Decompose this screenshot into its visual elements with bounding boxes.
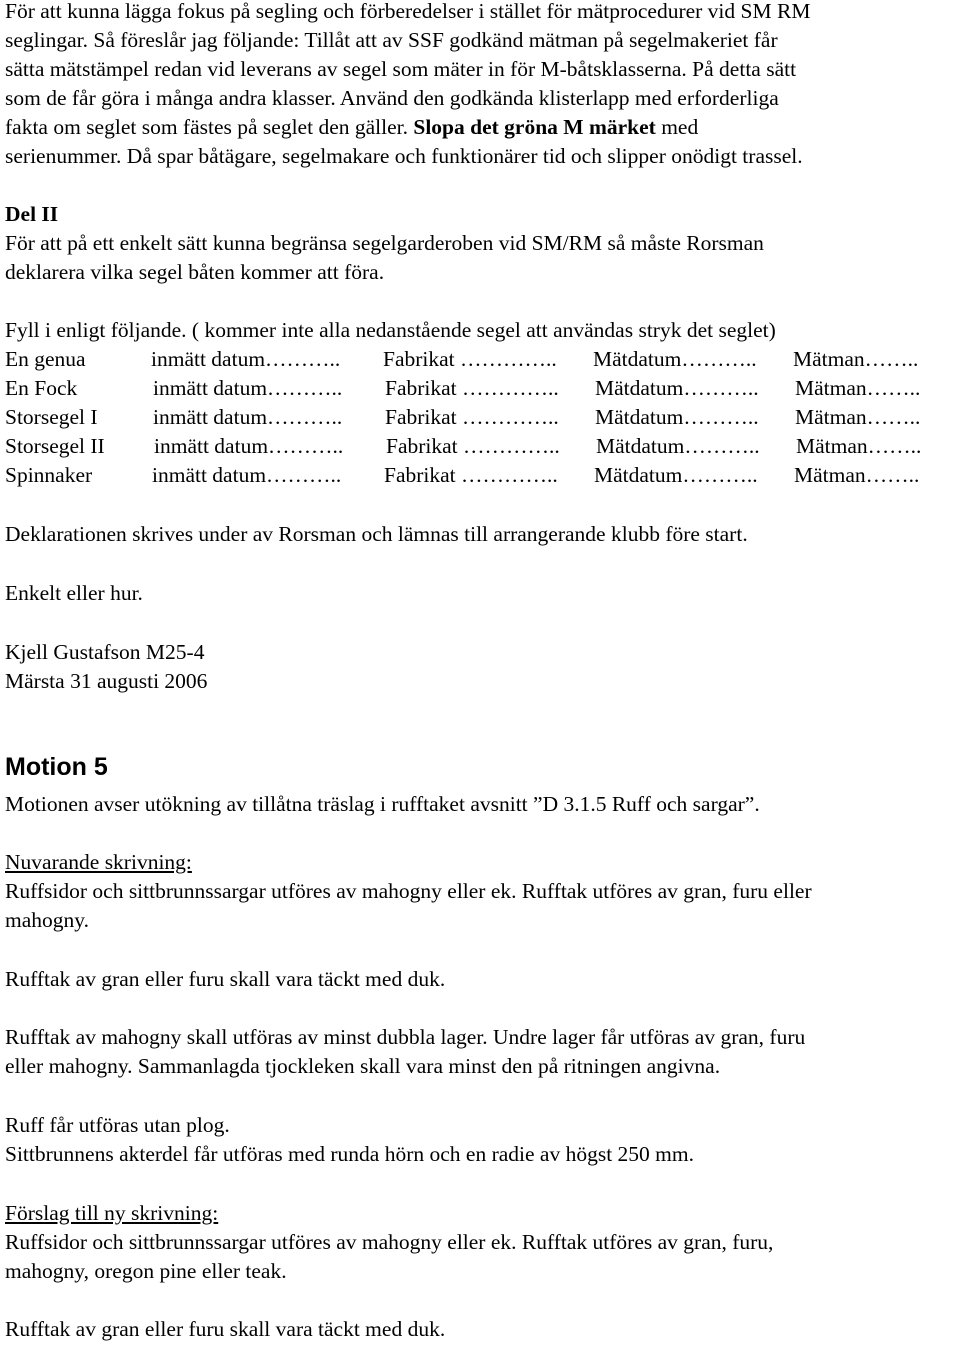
sail-name: Storsegel I [5,405,98,429]
current-p4-line-2: Sittbrunnens akterdel får utföras med runda hörn och en radie av högst 250 mm. [5,1142,695,1166]
intro-line-6: serienummer. Då spar båtägare, segelmakare och funktionärer tid och slipper onödigt trassel. [5,144,803,168]
sail-matdatum: Mätdatum……….. [595,405,759,429]
del2-line-1: För att på ett enkelt sätt kunna begränsa segelgarderoben vid SM/RM så måste Rorsman [5,231,764,255]
current-heading: Nuvarande skrivning: [5,850,192,874]
sail-name: En Fock [5,376,78,400]
intro-line-4: som de får göra i många andra klasser. Använd den godkända klisterlapp med erforderliga [5,86,779,110]
sail-row [5,461,957,490]
sail-matman: Mätman…….. [794,463,920,487]
del2-instruction: Fyll i enligt följande. ( kommer inte alla nedanstående segel att användas stryk det seglet) [5,318,776,342]
del2-simple: Enkelt eller hur. [5,581,143,605]
current-line-1: Ruffsidor och sittbrunnssargar utföres av mahogny eller ek. Rufftak utföres av gran, furu eller [5,879,812,903]
sail-fabrikat: Fabrikat ………….. [383,347,557,371]
sail-matdatum: Mätdatum……….. [596,434,760,458]
sail-name: Storsegel II [5,434,105,458]
proposal-line-1: Ruffsidor och sittbrunnssargar utföres av mahogny eller ek. Rufftak utföres av gran, furu, [5,1230,774,1254]
sail-matdatum: Mätdatum……….. [595,376,759,400]
intro-line-1: För att kunna lägga fokus på segling och förberedelser i stället för mätprocedurer vid SM RM [5,0,811,23]
sail-matman: Mätman…….. [793,347,919,371]
proposal-p2: Rufftak av gran eller furu skall vara täckt med duk. [5,1317,446,1341]
sail-row [5,403,957,432]
sail-matdatum: Mätdatum……….. [594,463,758,487]
sail-matman: Mätman…….. [796,434,922,458]
sail-matdatum: Mätdatum……….. [593,347,757,371]
sail-fabrikat: Fabrikat ………….. [386,434,560,458]
sail-inmatt-datum: inmätt datum……….. [152,463,342,487]
proposal-heading: Förslag till ny skrivning: [5,1201,219,1225]
signature-date: Märsta 31 augusti 2006 [5,669,208,693]
sail-inmatt-datum: inmätt datum……….. [151,347,341,371]
intro-line-5-text: fakta om seglet som fästes på seglet den gäller. [5,115,414,139]
sail-row [5,345,957,374]
sail-row [5,432,957,461]
intro-after-bold: med [655,115,699,139]
intro-line-2: seglingar. Så föreslår jag följande: Tillåt att av SSF godkänd mätman på segelmakeriet får [5,28,778,52]
current-p4-line-1: Ruff får utföras utan plog. [5,1113,230,1137]
sail-name: En genua [5,347,86,371]
signature-name: Kjell Gustafson M25-4 [5,640,205,664]
del2-line-2: deklarera vilka segel båten kommer att föra. [5,260,385,284]
sail-fabrikat: Fabrikat ………….. [385,376,559,400]
sail-inmatt-datum: inmätt datum……….. [153,376,343,400]
current-line-2: mahogny. [5,908,89,932]
del2-heading: Del II [5,202,59,226]
current-p3-line-2: eller mahogny. Sammanlagda tjockleken skall vara minst den på ritningen angivna. [5,1054,721,1078]
intro-bold-phrase: Slopa det gröna M märket [413,115,656,139]
current-p2: Rufftak av gran eller furu skall vara täckt med duk. [5,967,446,991]
sail-fabrikat: Fabrikat ………….. [384,463,558,487]
sail-matman: Mätman…….. [795,405,921,429]
proposal-line-2: mahogny, oregon pine eller teak. [5,1259,287,1283]
sail-matman: Mätman…….. [795,376,921,400]
sail-fabrikat: Fabrikat ………….. [385,405,559,429]
motion5-heading: Motion 5 [5,753,108,781]
intro-line-3: sätta mätstämpel redan vid leverans av segel som mäter in för M-båtsklasserna. På detta sätt [5,57,797,81]
del2-declaration: Deklarationen skrives under av Rorsman och lämnas till arrangerande klubb före start. [5,522,748,546]
sail-name: Spinnaker [5,463,93,487]
current-p3-line-1: Rufftak av mahogny skall utföras av minst dubbla lager. Undre lager får utföras av gran, furu [5,1025,806,1049]
sail-inmatt-datum: inmätt datum……….. [153,405,343,429]
sail-inmatt-datum: inmätt datum……….. [154,434,344,458]
motion5-intro: Motionen avser utökning av tillåtna träslag i rufftaket avsnitt ”D 3.1.5 Ruff och sargar”. [5,792,760,816]
intro-line-5 [5,113,698,142]
sail-row [5,374,957,403]
